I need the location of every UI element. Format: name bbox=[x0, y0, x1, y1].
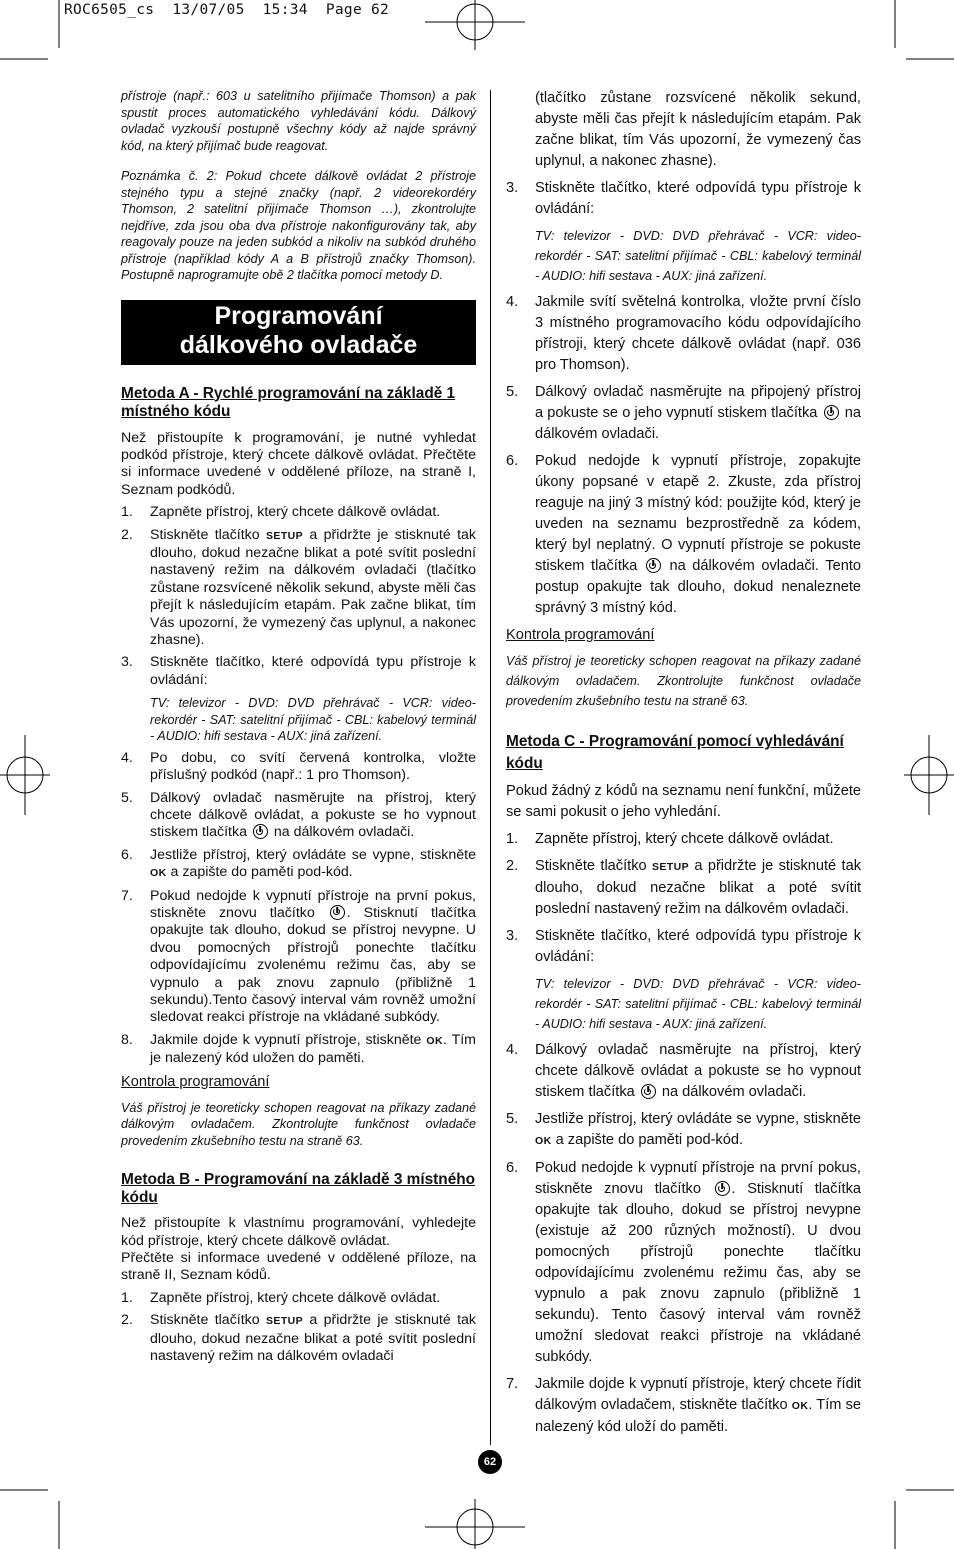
power-icon bbox=[641, 1084, 656, 1099]
method-a-intro: Než přistoupíte k programování, je nutné vyhledat podkód přístroje, který chcete dálkově ovládat. Přečtěte si informace uvedené v oddělené příloze, na straně I, Seznam podkódů. bbox=[121, 429, 476, 498]
step-number: 3. bbox=[506, 928, 519, 944]
power-icon bbox=[330, 905, 345, 920]
step-text: Zapněte přístroj, který chcete dálkově ovládat. bbox=[150, 504, 441, 521]
step-number: 3. bbox=[121, 654, 133, 671]
method-b-intro-1: Než přistoupíte k vlastnímu programování, vyhledejte kód přístroje, který chcete dálkově ovládat. bbox=[121, 1215, 476, 1249]
power-icon bbox=[646, 558, 661, 573]
method-b-steps-continued bbox=[506, 178, 861, 619]
step-item bbox=[121, 750, 476, 785]
step-number: 2. bbox=[506, 858, 519, 874]
step-number: 5. bbox=[506, 1111, 519, 1127]
step-text: Dálkový ovladač nasměrujte na přístroj, který chcete dálkově ovládat, a pokuste se ho vypnout stiskem tlačítka bbox=[150, 789, 476, 841]
step-number: 7. bbox=[121, 887, 133, 904]
step-text: Jestliže přístroj, který ovládáte se vypne, stiskněte bbox=[150, 846, 476, 863]
method-a-steps bbox=[121, 504, 476, 1067]
right-column bbox=[506, 88, 861, 1438]
method-c-steps bbox=[506, 829, 861, 1438]
step-number: 6. bbox=[506, 453, 519, 469]
step-text: Stiskněte tlačítko bbox=[150, 1312, 267, 1329]
ok-key-label: OK bbox=[426, 1034, 443, 1047]
step-number: 7. bbox=[506, 1376, 519, 1392]
crop-mark-top-right bbox=[894, 0, 954, 60]
step-item bbox=[121, 1032, 476, 1068]
step-number: 3. bbox=[506, 180, 519, 196]
step-text: Stiskněte tlačítko, které odpovídá typu přístroje k ovládání: bbox=[150, 654, 476, 688]
method-a-check-text: Váš přístroj je teoreticky schopen reagovat na příkazy zadané dálkovým ovladačem. Zkontrolujte funkčnost ovladače provedením zkušebního testu na straně 63. bbox=[121, 1100, 476, 1148]
method-a-heading: Metoda A - Rychlé programování na základě 1 místného kódu bbox=[121, 384, 456, 420]
step-number: 2. bbox=[121, 1312, 133, 1329]
banner-line-2: dálkového ovladače bbox=[179, 330, 418, 359]
device-types-legend: TV: televizor - DVD: DVD přehrávač - VCR: video-rekordér - SAT: satelitní přijímač - CBL: kabelový terminál - AUDIO: hifi sestava - AUX: jiná zařízení. bbox=[535, 977, 861, 1031]
step-number: 6. bbox=[121, 846, 133, 863]
step-number: 6. bbox=[506, 1160, 519, 1176]
step-item bbox=[506, 926, 861, 1034]
method-b-steps bbox=[121, 1290, 476, 1366]
step-number: 8. bbox=[121, 1031, 133, 1048]
registration-mark-right bbox=[904, 735, 954, 815]
step-item bbox=[506, 1374, 861, 1438]
step-text-tail: a přidržte je stisknuté tak dlouho, dokud nezačne blikat a poté svítit poslední nastavený režim na dálkovém ovladači. bbox=[535, 858, 861, 917]
step-text: Pokud nedojde k vypnutí přístroje, zopakujte úkony popsané v etapě 2. Zkuste, zda přístroj reaguje na jiný 3 místný kód: použijte kód, který je uveden na seznamu bezprostředně za kódem, který byl neplatný. O vypnutí přístroje se pokuste stiskem tlačítka bbox=[535, 453, 861, 574]
step-text-tail: . Tím se nalezený kód uloží do paměti. bbox=[535, 1397, 861, 1435]
step-text: Jestliže přístroj, který ovládáte se vypne, stiskněte bbox=[535, 1111, 861, 1127]
step-text: Stiskněte tlačítko bbox=[150, 526, 267, 543]
step-text: Stiskněte tlačítko, které odpovídá typu přístroje k ovládání: bbox=[535, 928, 861, 965]
step-text-tail: . Stisknutí tlačítka opakujte tak dlouho, dokud se přístroj nevypne. U dvou pomocných přístrojů ponechte tlačítku odpovídajícímu zvolenému režimu čas, aby se vypnulo a pak znovu zapnulo (přibližně 1 sekundu).Tento časový interval vám rovněž umožní sledovat reakci přístroje na vkládané subkódy. bbox=[150, 904, 476, 1026]
step-text-tail: a zapište do paměti pod-kód. bbox=[551, 1132, 744, 1148]
step-item bbox=[506, 1158, 861, 1368]
step-number: 4. bbox=[506, 1042, 519, 1058]
step-item bbox=[121, 1312, 476, 1365]
ok-key-label: OK bbox=[791, 1400, 809, 1412]
step-text: Dálkový ovladač nasměrujte na přístroj, který chcete dálkově ovládat a pokuste se ho vypnout stiskem tlačítka bbox=[535, 1042, 861, 1100]
method-c-intro: Pokud žádný z kódů na seznamu není funkční, můžete se sami pokusit o jeho vyhledání. bbox=[506, 783, 861, 820]
step-number: 1. bbox=[121, 1289, 133, 1306]
setup-key-label: SETUP bbox=[651, 861, 689, 873]
method-c-heading: Metoda C - Programování pomocí vyhledávání kódu bbox=[506, 733, 844, 772]
step-item bbox=[121, 888, 476, 1027]
step-number: 4. bbox=[506, 294, 519, 310]
crop-mark-bottom-left bbox=[0, 1489, 60, 1549]
power-icon bbox=[824, 405, 839, 420]
registration-mark-left bbox=[0, 735, 50, 815]
step-number: 5. bbox=[506, 384, 519, 400]
step-text-tail: na dálkovém ovladači. bbox=[657, 1084, 807, 1100]
registration-mark-top bbox=[425, 0, 525, 50]
method-b-intro-2: Přečtěte si informace uvedené v oddělené příloze, na straně II, Seznam kódů. bbox=[121, 1249, 476, 1284]
step-text: Jakmile dojde k vypnutí přístroje, který chcete řídit dálkovým ovladačem, stiskněte tlačítko bbox=[535, 1376, 861, 1413]
step-text-tail: . Stisknutí tlačítka opakujte tak dlouho, dokud se přístroj nevypne (existuje až 200 různých možností). U dvou pomocných přístrojů ponechte tlačítku odpovídajícímu zvolenému režimu čas, aby se vypnulo a pak znovu zapnulo (přibližně 1 sekundu). Tento časový interval vám rovněž umožní sledovat reakci přístroje na vkládané subkódy. bbox=[535, 1181, 861, 1365]
step-text: Stiskněte tlačítko, které odpovídá typu přístroje k ovládání: bbox=[535, 180, 861, 217]
setup-key-label: SETUP bbox=[266, 529, 304, 542]
section-banner bbox=[121, 300, 476, 365]
step-item bbox=[506, 292, 861, 376]
step-item bbox=[506, 382, 861, 445]
step-item bbox=[506, 1040, 861, 1103]
intro-paragraph: přístroje (např.: 603 u satelitního přijímače Thomson) a pak spustit proces automatického vyhledávání kódu. Dálkový ovladač vyzkouší postupně všechny kódy až najde správný kód, na který přijímač bude reagovat. bbox=[121, 89, 476, 153]
left-column bbox=[121, 88, 476, 1365]
step-item bbox=[121, 504, 476, 521]
step-text-tail: na dálkovém ovladači. Tento postup opakujte tak dlouho, dokud nenaleznete správný 3 místný kód. bbox=[535, 558, 861, 616]
step-item bbox=[121, 1290, 476, 1307]
step-text-tail: a zapište do paměti pod-kód. bbox=[166, 864, 353, 881]
step-text: Jakmile dojde k vypnutí přístroje, stiskněte bbox=[150, 1031, 427, 1048]
continued-text: (tlačítko zůstane rozsvícené několik sekund, abyste měli čas přejít k následujícím etapám. Pak začne blikat, tím Vás upozorní, že vymezený čas uplynul, a nakonec zhasne). bbox=[535, 90, 861, 169]
method-a-check-title: Kontrola programování bbox=[121, 1073, 270, 1090]
step-text: Jakmile svítí světelná kontrolka, vložte první číslo 3 místného programovacího kódu odpovídajícího přístroji, který chcete dálkově ovládat (např. 036 pro Thomson). bbox=[535, 294, 861, 373]
column-divider bbox=[490, 90, 491, 1445]
step-item bbox=[121, 790, 476, 842]
method-b-check-text: Váš přístroj je teoreticky schopen reagovat na příkazy zadané dálkovým ovladačem. Zkontrolujte funkčnost ovladače provedením zkušebního testu na straně 63. bbox=[506, 654, 861, 708]
step-text: Pokud nedojde k vypnutí přístroje na první pokus, stiskněte znovu tlačítko bbox=[535, 1160, 861, 1197]
print-slug: ROC6505_cs 13/07/05 15:34 Page 62 bbox=[64, 2, 390, 18]
banner-line-1: Programování bbox=[214, 301, 383, 330]
step-text-tail: na dálkovém ovladači. bbox=[535, 405, 861, 442]
step-item bbox=[121, 527, 476, 650]
note-2-paragraph: Poznámka č. 2: Pokud chcete dálkově ovládat 2 přístroje stejného typu a stejné značky (např. 2 videorekordéry Thomson, 2 satelitní přijímače Thomson …), zkontrolujte nejdříve, zda jsou oba dva přístroje nakonfigurovány tak, aby reagovaly pouze na jeden subkód a nikoliv na subkód druhého přístroje (například kódy A a B přístrojů značky Thomson). Postupně naprogramujte obě 2 tlačítka pomocí metody D. bbox=[121, 169, 476, 282]
device-types-legend: TV: televizor - DVD: DVD přehrávač - VCR: video-rekordér - SAT: satelitní přijímač - CBL: kabelový terminál - AUDIO: hifi sestava - AUX: jiná zařízení. bbox=[535, 229, 861, 283]
step-text-tail: na dálkovém ovladači. bbox=[269, 824, 415, 841]
step-number: 2. bbox=[121, 526, 133, 543]
power-icon bbox=[715, 1181, 730, 1196]
step-number: 1. bbox=[506, 831, 519, 847]
ok-key-label: OK bbox=[535, 1135, 552, 1147]
step-item bbox=[506, 178, 861, 286]
step-item bbox=[506, 451, 861, 619]
method-b-heading: Metoda B - Programování na základě 3 místného kódu bbox=[121, 1171, 476, 1207]
step-number: 1. bbox=[121, 504, 133, 521]
method-b-check-title: Kontrola programování bbox=[506, 627, 655, 643]
step-item bbox=[506, 1109, 861, 1152]
power-icon bbox=[253, 824, 268, 839]
step-text: Stiskněte tlačítko bbox=[535, 858, 652, 874]
setup-key-label: SETUP bbox=[266, 1315, 304, 1328]
step-item bbox=[506, 856, 861, 920]
step-item bbox=[121, 847, 476, 883]
registration-mark-bottom bbox=[425, 1499, 525, 1549]
step-item bbox=[506, 829, 861, 850]
step-text-tail: . Tím je nalezený kód uložen do paměti. bbox=[150, 1031, 476, 1067]
step-text-tail: a přidržte je stisknuté tak dlouho, dokud nezačne blikat a poté svítit poslední nastavený režim na dálkovém ovladači bbox=[150, 1312, 476, 1364]
step-item bbox=[121, 654, 476, 744]
page-number-badge: 62 bbox=[478, 1450, 502, 1474]
step-number: 4. bbox=[121, 749, 133, 766]
crop-mark-top-left bbox=[0, 0, 60, 60]
step-text: Dálkový ovladač nasměrujte na připojený přístroj a pokuste se o jeho vypnutí stiskem tlačítka bbox=[535, 384, 861, 421]
step-number: 5. bbox=[121, 789, 133, 806]
step-text: Pokud nedojde k vypnutí přístroje na první pokus, stiskněte znovu tlačítko bbox=[150, 887, 476, 921]
step-text: Zapněte přístroj, který chcete dálkově ovládat. bbox=[150, 1289, 441, 1306]
step-text: Po dobu, co svítí červená kontrolka, vložte příslušný podkód (např.: 1 pro Thomson). bbox=[150, 749, 476, 784]
step-text-tail: a přidržte je stisknuté tak dlouho, dokud nezačne blikat a poté svítit poslední nastavený režim na dálkovém ovladači (tlačítko zůstane rozsvícené několik sekund, abyste měli čas přejít k následujícím etapám. Pak začne blikat, tím Vás upozorní, že vymezený čas uplynul, a nakonec zhasne). bbox=[150, 526, 476, 648]
device-types-legend: TV: televizor - DVD: DVD přehrávač - VCR: video-rekordér - SAT: satelitní přijímač - CBL: kabelový terminál - AUDIO: hifi sestava - AUX: jiná zařízení. bbox=[150, 696, 476, 744]
step-text: Zapněte přístroj, který chcete dálkově ovládat. bbox=[535, 831, 834, 847]
crop-mark-bottom-right bbox=[894, 1489, 954, 1549]
ok-key-label: OK bbox=[150, 867, 167, 880]
